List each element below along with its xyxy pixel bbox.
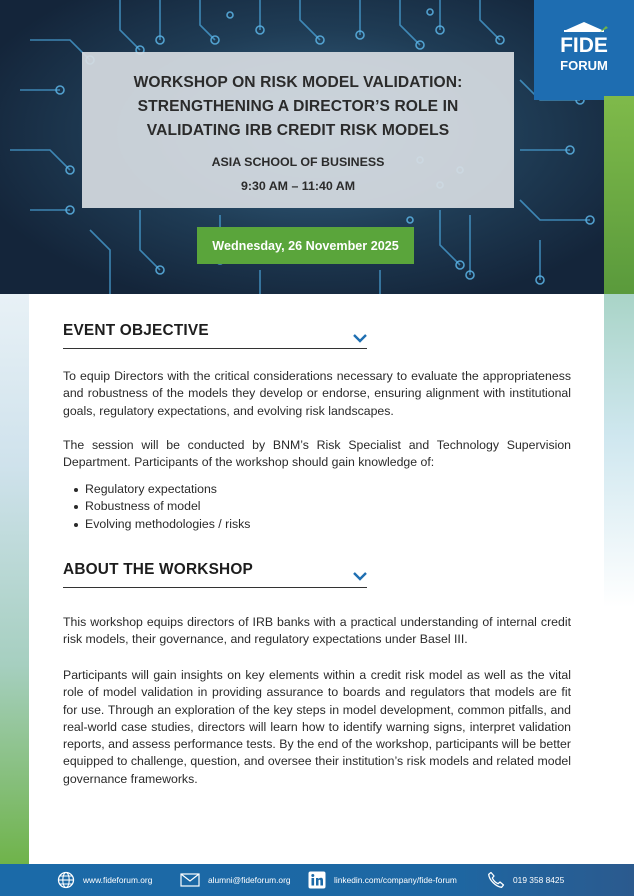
email-link[interactable]: alumni@fideforum.org	[208, 875, 291, 885]
phone-number[interactable]: 019 358 8425	[513, 875, 565, 885]
objective-paragraph-1: To equip Directors with the critical considerations necessary to evaluate the appropriateness and robustness of the models they develop or endorse, ensuring alignment with institutional goals, regulatory expectations, and evolving risk landscapes.	[63, 369, 571, 418]
list-item: Regulatory expectations	[85, 481, 250, 498]
event-time: 9:30 AM – 11:40 AM	[240, 179, 356, 193]
title-line-2: STRENGTHENING A DIRECTOR’S ROLE IN	[137, 98, 459, 115]
title-panel	[82, 52, 514, 208]
right-edge-decoration	[604, 294, 634, 864]
list-item: Robustness of model	[85, 498, 250, 515]
event-objective-heading: EVENT OBJECTIVE	[63, 322, 209, 339]
objective-paragraph-2: The session will be conducted by BNM’s Risk Specialist and Technology Supervision Department. Participants of the workshop should gain knowledge of:	[63, 438, 571, 470]
left-edge-decoration	[0, 294, 29, 864]
event-date-badge: Wednesday, 26 November 2025	[197, 227, 414, 264]
about-paragraph-2: Participants will gain insights on key elements within a credit risk model as well as the vital role of model validation in providing assurance to boards and regulators that models are fit for use. Through an exploration of the key steps in model development, common pitfalls, and real-world case studies, directors will learn how to identify warning signs, interpret validation reports, and assess performance tests. By the end of the workshop, participants will be better equipped to challenge, question, and oversee their institution’s risk models and related model governance frameworks.	[63, 668, 571, 786]
event-objective-header[interactable]	[63, 322, 367, 349]
chevron-down-icon[interactable]	[352, 332, 368, 344]
event-title	[82, 71, 514, 143]
side-accent-stripe	[604, 96, 634, 294]
logo-forum-text: FORUM	[560, 58, 608, 73]
about-workshop-heading: ABOUT THE WORKSHOP	[63, 561, 253, 578]
title-line-3: VALIDATING IRB CREDIT RISK MODELS	[146, 122, 450, 139]
linkedin-link[interactable]: linkedin.com/company/fide-forum	[334, 875, 457, 885]
website-link[interactable]: www.fideforum.org	[83, 875, 153, 885]
footer-phone[interactable]	[487, 864, 564, 896]
footer-linkedin[interactable]	[308, 864, 457, 896]
list-item: Evolving methodologies / risks	[85, 516, 250, 533]
footer-bar	[0, 864, 634, 896]
event-venue: ASIA SCHOOL OF BUSINESS	[211, 155, 385, 169]
footer-website[interactable]	[57, 864, 152, 896]
objective-bullet-list	[85, 481, 250, 533]
footer-email[interactable]	[180, 864, 291, 896]
globe-icon	[57, 871, 75, 889]
chevron-down-icon[interactable]	[352, 570, 368, 582]
fide-forum-logo[interactable]	[534, 0, 634, 100]
logo-fide-text: FIDE	[560, 34, 608, 57]
about-workshop-header[interactable]	[63, 561, 367, 588]
envelope-icon	[180, 873, 200, 887]
linkedin-icon	[308, 871, 326, 889]
title-line-1: WORKSHOP ON RISK MODEL VALIDATION:	[133, 74, 463, 91]
about-paragraph-1: This workshop equips directors of IRB banks with a practical understanding of internal credit risk models, their governance, and regulatory expectations under Basel III.	[63, 615, 571, 647]
phone-icon	[487, 871, 505, 889]
